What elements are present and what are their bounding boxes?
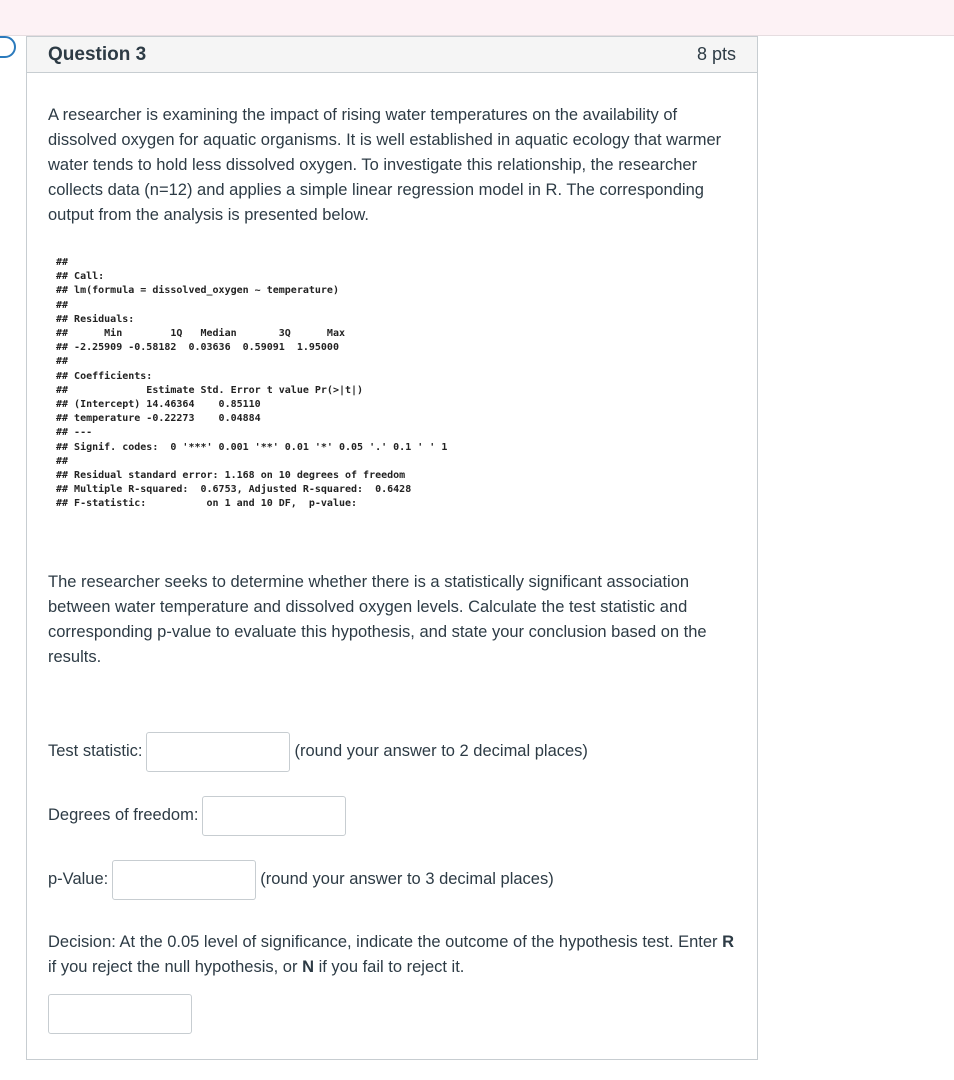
r-output-line: ## (56, 455, 69, 467)
r-output-line: ## F-statistic: on 1 and 10 DF, p-value: (56, 498, 358, 510)
r-output-line: ## (56, 356, 69, 368)
r-output-line: ## Residual standard error: 1.168 on 10 degrees of freedom (56, 470, 406, 482)
question-intro: A researcher is examining the impact of rising water temperatures on the availability of dissolved oxygen for aquatic organisms. It is well established in aquatic ecology that warmer water tends to hold less dissolved oxygen. To investigate this relationship, the researcher collects data (n=12) and applies a simple linear regression model in R. The corresponding output from the analysis is presented below. (48, 106, 722, 224)
r-output-line: ## Call: (56, 271, 105, 283)
question-title: Question 3 (48, 43, 147, 65)
decision-r-letter: R (722, 932, 735, 951)
question-body (27, 73, 757, 1034)
decision-text-2: if you reject the null hypothesis, or (48, 957, 303, 976)
p-value-input[interactable] (112, 860, 256, 900)
r-output-line: ## -2.25909 -0.58182 0.03636 0.59091 1.95000 (56, 342, 339, 354)
question-flag-icon[interactable] (0, 36, 16, 58)
question-header (27, 37, 757, 73)
p-value-row (48, 860, 736, 900)
test-statistic-hint: (round your answer to 2 decimal places) (294, 742, 588, 761)
r-output-line: ## Signif. codes: 0 '***' 0.001 '**' 0.01 '*' 0.05 '.' 0.1 ' ' 1 (56, 441, 448, 453)
decision-n-letter: N (302, 957, 314, 976)
decision-text-1: Decision: At the 0.05 level of significance, indicate the outcome of the hypothesis test. Enter (48, 932, 723, 951)
r-output-line: ## lm(formula = dissolved_oxygen ~ temperature) (56, 285, 339, 297)
degrees-of-freedom-row (48, 796, 736, 836)
question-points: 8 pts (696, 44, 736, 64)
p-value-label: p-Value: (48, 870, 109, 889)
test-statistic-row (48, 732, 736, 772)
degrees-of-freedom-input[interactable] (202, 796, 346, 836)
r-regression-output (56, 256, 736, 512)
r-output-line: ## Min 1Q Median 3Q Max (56, 328, 345, 340)
r-output-line: ## Multiple R-squared: 0.6753, Adjusted R-squared: 0.6428 (56, 484, 412, 496)
decision-row (48, 994, 736, 1034)
question-task: The researcher seeks to determine whether there is a statistically significant association between water temperature and dissolved oxygen levels. Calculate the test statistic and corresponding p-value to evaluate this hypothesis, and state your conclusion based on the results. (48, 572, 707, 666)
test-statistic-input[interactable] (146, 732, 290, 772)
decision-input[interactable] (48, 994, 192, 1034)
r-output-line: ## (Intercept) 14.46364 0.85110 (56, 399, 261, 411)
r-output-line: ## Residuals: (56, 313, 135, 325)
r-output-line: ## --- (56, 427, 93, 439)
question-card (26, 36, 758, 1060)
r-output-line: ## (56, 257, 69, 268)
r-output-line: ## (56, 299, 69, 311)
degrees-of-freedom-label: Degrees of freedom: (48, 806, 199, 825)
decision-instructions (48, 930, 736, 980)
decision-text-3: if you fail to reject it. (313, 957, 465, 976)
top-banner (0, 0, 954, 36)
r-output-line: ## temperature -0.22273 0.04884 (56, 413, 261, 425)
r-output-line: ## Estimate Std. Error t value Pr(>|t|) (56, 384, 364, 396)
test-statistic-label: Test statistic: (48, 742, 143, 761)
p-value-hint: (round your answer to 3 decimal places) (260, 870, 554, 889)
r-output-line: ## Coefficients: (56, 370, 153, 382)
